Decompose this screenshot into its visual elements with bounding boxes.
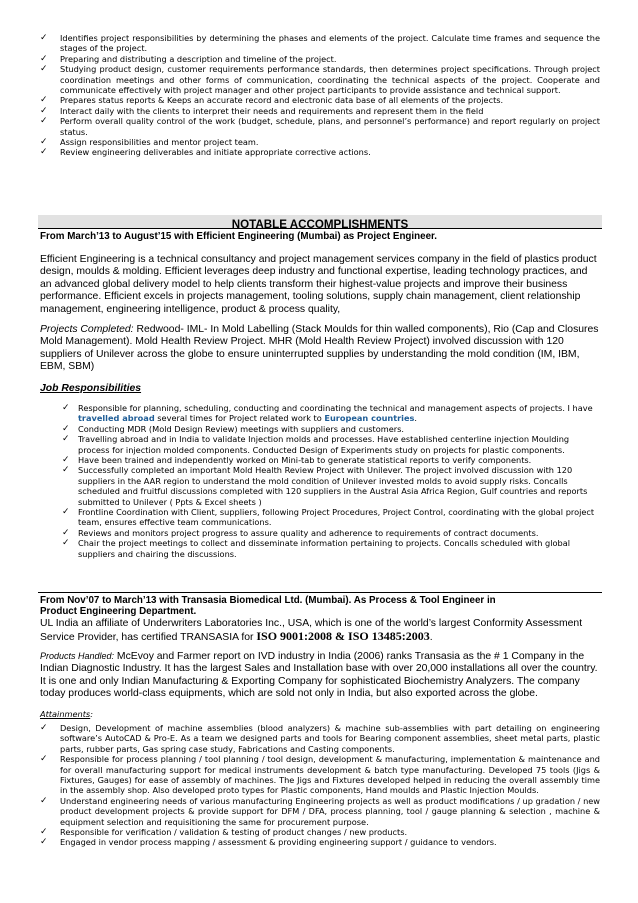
list-item: ✓ Assign responsibilities and mentor project team.: [40, 137, 259, 148]
list-item: ✓ Conducting MDR (Mold Design Review) meetings with suppliers and customers.: [62, 423, 405, 434]
checkmark-icon: ✓: [62, 507, 70, 518]
products-label: Products Handled:: [40, 651, 115, 661]
checkmark-icon: ✓: [40, 64, 48, 75]
list-item: ✓ Design, Development of machine assemblies (blood analyzers) & machine sub-assemblies with part detailing on engineering software’s AutoCAD & Pro-E. As a team we designed parts and tools for Bearing component assemblies, sheet metal parts, plastic parts, rubber parts, Gas spring case study, Fabrications and Casting components.: [40, 723, 600, 754]
checkmark-icon: ✓: [62, 434, 70, 445]
checkmark-icon: ✓: [40, 837, 48, 848]
checkmark-icon: ✓: [40, 105, 48, 116]
checkmark-icon: ✓: [40, 116, 48, 127]
job-responsibilities-heading: Job Responsibilities: [40, 383, 142, 394]
list-item: ✓ Interact daily with the clients to interpret their needs and requirements and represent them in the field: [40, 105, 484, 116]
job2-ul-paragraph: UL India an affiliate of Underwriters Laboratories Inc., USA, which is one of the world’s largest Conformity Assessment Service Provider, has certified TRANSASIA for ISO 9001:2008 & ISO 13485:2003.: [40, 618, 583, 644]
list-item: ✓ Prepares status reports & Keeps an accurate record and electronic data base of all elements of the projects.: [40, 95, 504, 106]
checkmark-icon: ✓: [62, 527, 70, 538]
checkmark-icon: ✓: [62, 538, 70, 549]
job1-projects-paragraph: Projects Completed: Redwood- IML- In Mold Labelling (Stack Moulds for thin walled components), Rio (Cap and Closures Mold Management). Mold Health Review Project. MHR (Mold Health Review Project) involved discussion with 120 suppliers of Unilever across the globe to ensure uninterrupted supplies by understanding the mold condition (IM, IBM, EBM, SBM): [40, 324, 599, 373]
list-item: ✓ Frontline Coordination with Client, suppliers, following Project Procedures, Project Control, coordinating with the global project team, ensures effective team communications.: [62, 507, 595, 528]
list-item: ✓ Responsible for process planning / tool planning / tool design, development & manufacturing, implementation & maintenance and for overall manufacturing support for medical instruments development & batch type manufacturing. Developed 75 tools (Jigs & Fixtures, Gauges) for ease of assembly of machines. The Jigs and Fixtures developed helped in reducing the overall assembly time in the assembly shop. Also developed proto types for Plastic components, Hand moulds and Plastic Injection Moulds.: [40, 754, 600, 796]
checkmark-icon: ✓: [40, 795, 48, 806]
list-item: ✓ Review engineering deliverables and initiate appropriate corrective actions.: [40, 147, 371, 158]
attainments-list: [40, 723, 600, 848]
checkmark-icon: ✓: [40, 53, 48, 64]
section-title: NOTABLE ACCOMPLISHMENTS: [231, 218, 409, 231]
list-item: ✓ Reviews and monitors project progress to assure quality and adherence to requirements of contract documents.: [62, 527, 539, 538]
section-title-bar: [38, 215, 602, 229]
checkmark-icon: ✓: [40, 95, 48, 106]
list-item: ✓ Studying product design, customer requirements performance standards, then determines project specifications. Through project coordination meetings and other forms of communication, coordinating the technical aspects of the project. Cooperate and communicate effectively with project manager and other project participants to provide assistance and technical support.: [40, 64, 600, 96]
iso-certification: ISO 9001:2008 & ISO 13485:2003: [256, 629, 430, 644]
job1-company-paragraph: Efficient Engineering is a technical consultancy and project management services company in the field of plastics product design, moulds & molding. Efficient leverages deep industry and functional expertise, leading technology practices, and an advanced global delivery model to help clients transform their highest-value projects and improve their business performance. Efficient excels in projects management, tooling solutions, supply chain management, client relationship management, engineering intelligence, product & process quality,: [40, 254, 597, 315]
list-item: ✓ Have been trained and independently worked on Mini-tab to generate statistical reports to verify components.: [62, 455, 532, 466]
checkmark-icon: ✓: [40, 827, 48, 838]
list-item: ✓ Identifies project responsibilities by determining the phases and elements of the project. Calculate time frames and sequence the stages of the project.: [40, 33, 600, 54]
highlight-text: European countries: [324, 413, 415, 424]
checkmark-icon: ✓: [62, 455, 70, 466]
job2-heading: From Nov’07 to March’13 with Transasia Biomedical Ltd. (Mumbai). As Process & Tool Engineer in Product Engineering Department.: [40, 595, 496, 617]
list-item: ✓ Successfully completed an important Mold Health Review Project with Unilever. The project involved discussion with 120 suppliers in the AAR region to understand the mold condition of Unilever invested molds to avoid supply risks. Concalls scheduled and fruitful discussions completed with 120 suppliers in the Austral Asia Africa Region, Gulf countries and reports submitted to Unilever ( Ppts & Excel sheets ): [62, 465, 588, 507]
checkmark-icon: ✓: [40, 723, 48, 733]
list-item: ✓ Engaged in vendor process mapping / assessment & providing engineering support / guidance to vendors.: [40, 837, 497, 848]
checkmark-icon: ✓: [62, 465, 70, 476]
list-item: ✓ Travelling abroad and in India to validate Injection molds and processes. Have established centerline injection Moulding process for injection molded components. Conducted Design of Experiments study on projects for plastic components.: [62, 434, 570, 455]
list-item: ✓ Perform overall quality control of the work (budget, schedule, plans, and personnel’s performance) and report regularly on project status.: [40, 116, 600, 137]
checkmark-icon: ✓: [40, 754, 48, 765]
list-item: ✓ Preparing and distributing a description and timeline of the project.: [40, 53, 337, 64]
section-divider: [38, 592, 602, 593]
checkmark-icon: ✓: [62, 423, 70, 434]
job1-heading: From March’13 to August’15 with Efficient Engineering (Mumbai) as Project Engineer.: [40, 231, 438, 242]
list-item: ✓ Responsible for verification / validation & testing of product changes / new products.: [40, 827, 408, 838]
job-responsibilities-list: [62, 403, 600, 559]
list-item: ✓ Chair the project meetings to collect and disseminate information pertaining to projects. Concalls scheduled with global suppliers and chairing the discussions.: [62, 538, 571, 559]
responsibilities-list: [40, 33, 600, 158]
projects-label: Projects Completed:: [40, 324, 134, 335]
checkmark-icon: ✓: [62, 403, 70, 413]
checkmark-icon: ✓: [40, 137, 48, 148]
checkmark-icon: ✓: [40, 33, 48, 43]
list-item: ✓ Understand engineering needs of various manufacturing Engineering projects as well as product modifications / up gradation / new product development projects & provide support for DFM / DFA, process planning, tool / gauge planning & selection , machine & equipment selection and requisitioning the same for procurement purpose.: [40, 795, 600, 827]
highlight-text: travelled abroad: [78, 413, 155, 424]
checkmark-icon: ✓: [40, 147, 48, 158]
list-item: ✓ Responsible for planning, scheduling, conducting and coordinating the technical and management aspects of projects. I have travelled abroad several times for Project related work to European countries.: [62, 403, 593, 424]
job2-products-paragraph: Products Handled: McEvoy and Farmer report on IVD industry in India (2006) ranks Transasia as the # 1 Company in the Indian Diagnostic Industry. It has the largest Sales and Installation base with over 20,000 installations all over the country. It is one and only Indian Manufacturing & Exporting Company for sophisticated Biochemistry Analyzers. The company today produces world-class equipments, which are sold not only in India, but also exported across the globe.: [40, 651, 598, 700]
attainments-heading: Attainments:: [40, 709, 93, 719]
